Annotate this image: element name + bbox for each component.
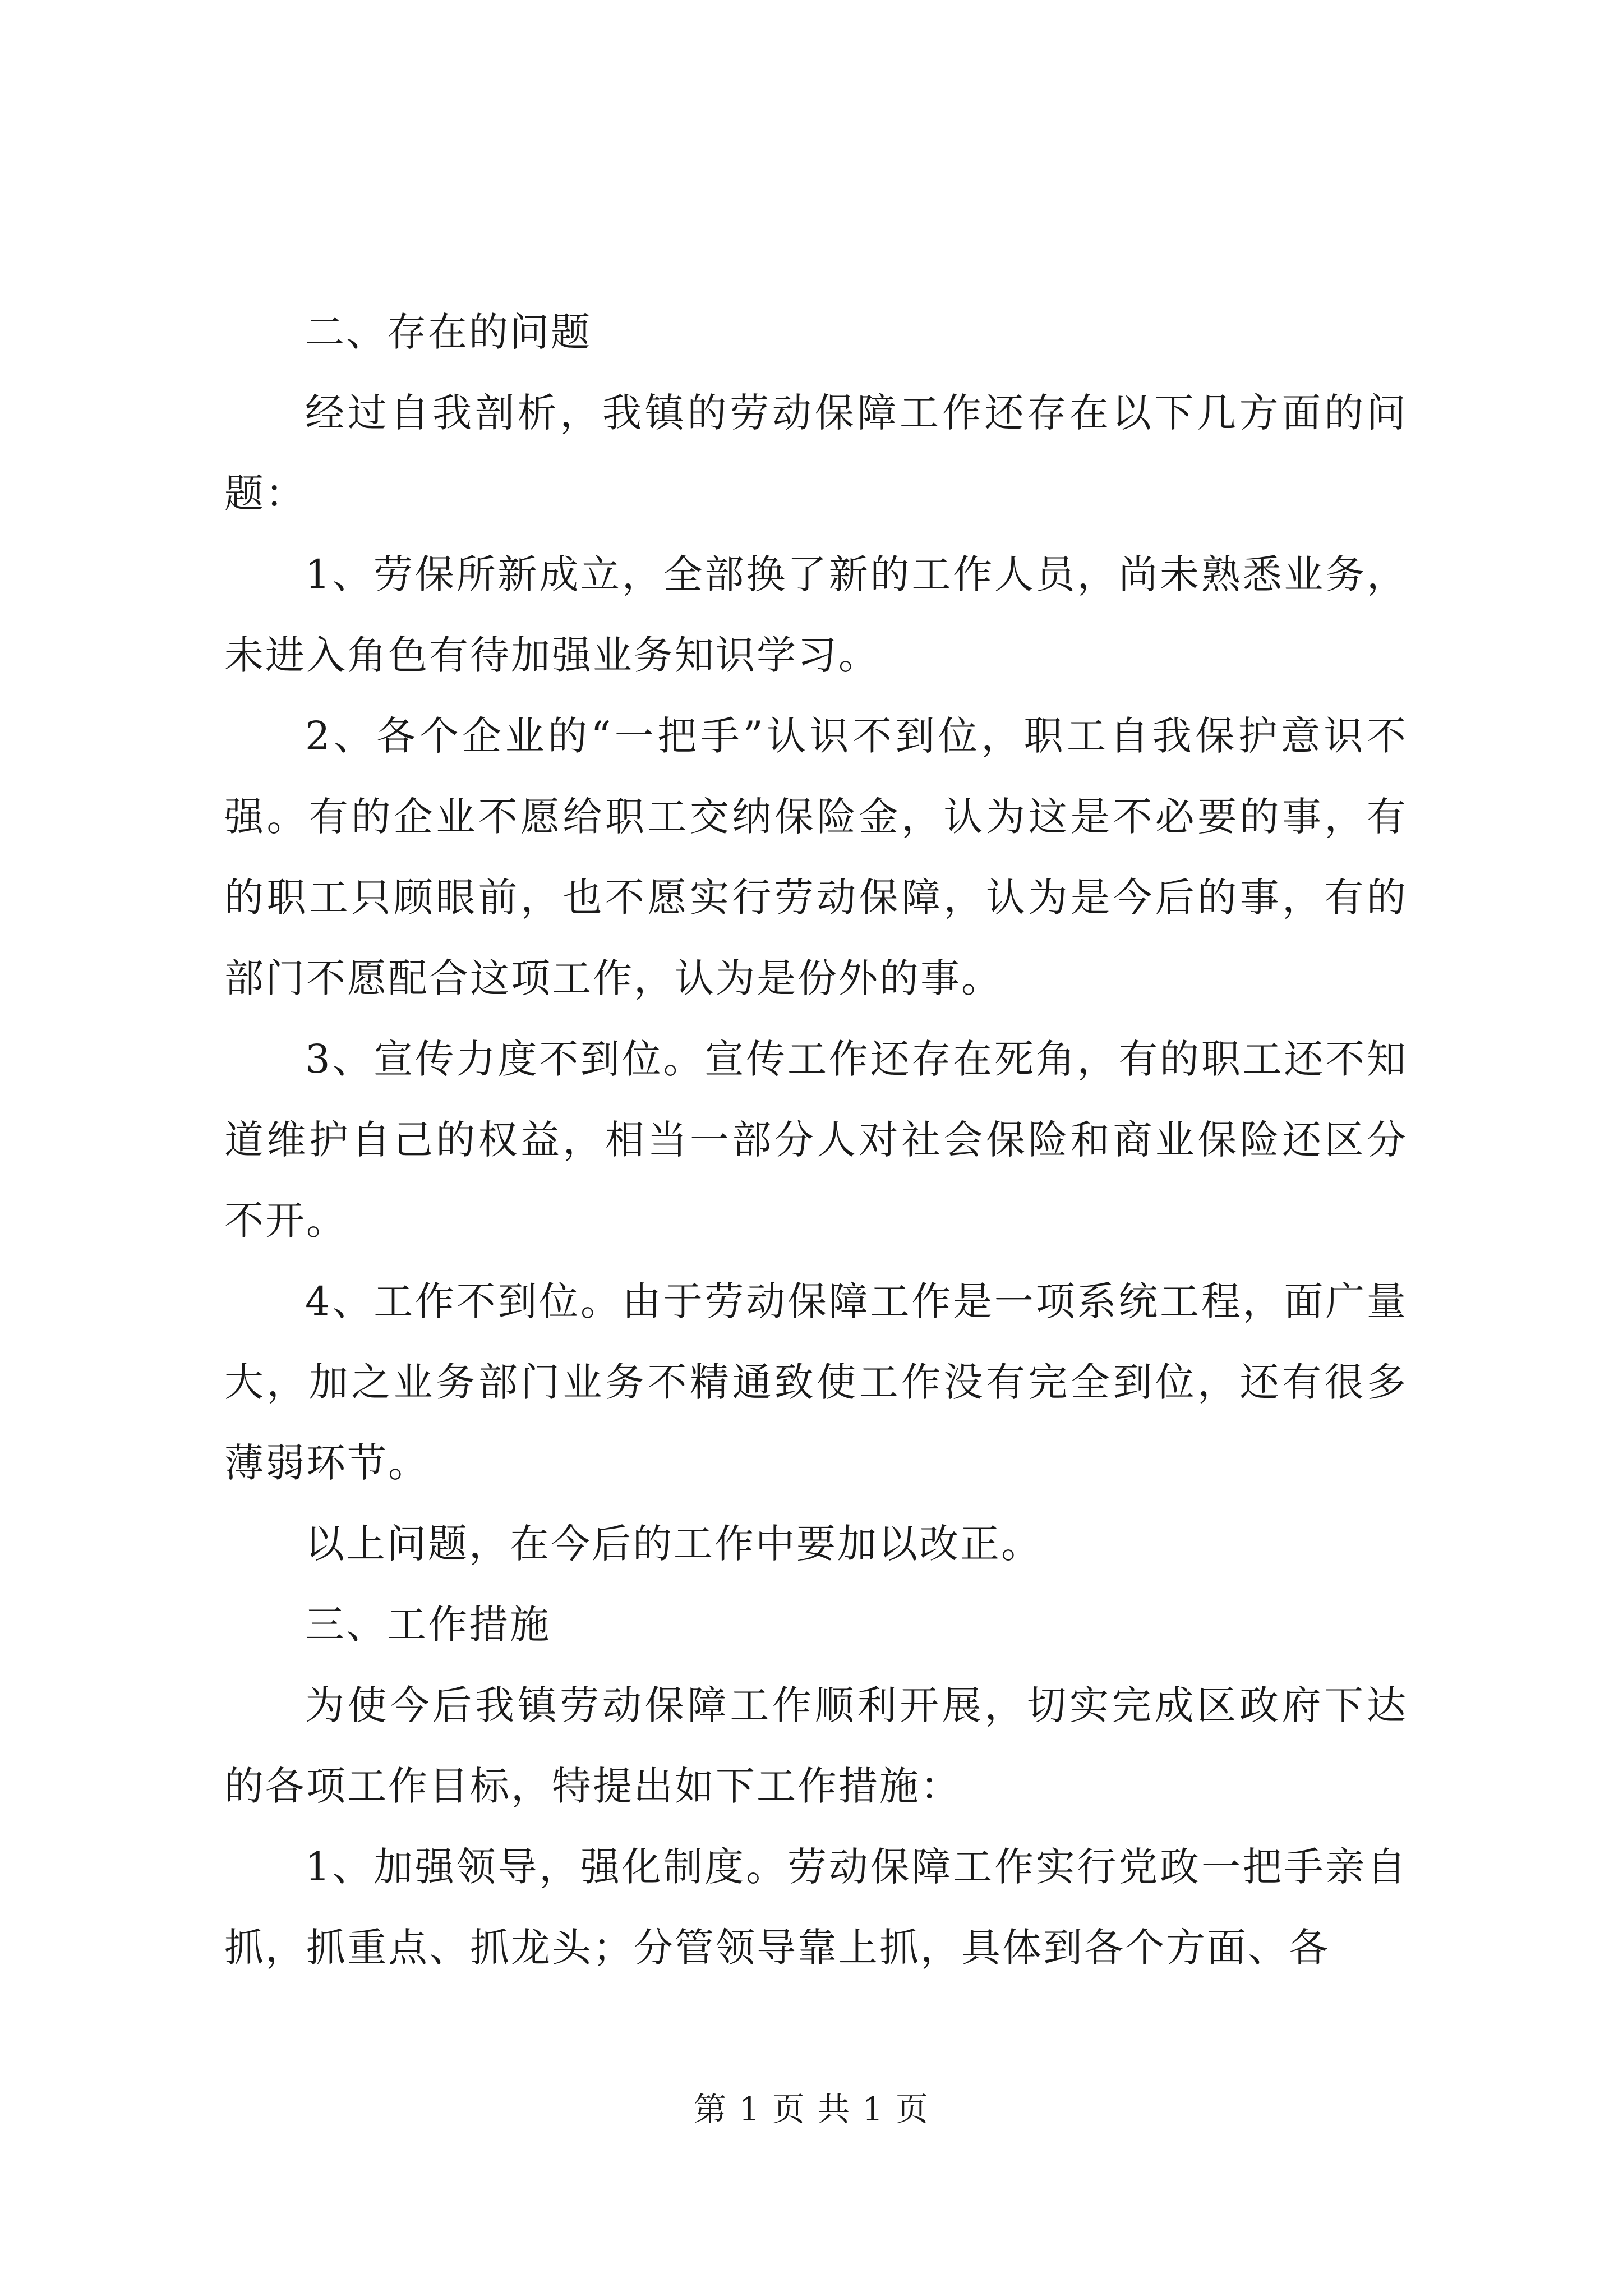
document-body: [224, 292, 1408, 1988]
paragraph-problem-2: 2、各个企业的“一把手”认识不到位，职工自我保护意识不强。有的企业不愿给职工交纳保险金，认为这是不必要的事，有的职工只顾眼前，也不愿实行劳动保障，认为是今后的事，有的部门不愿配合这项工作，认为是份外的事。: [224, 713, 1408, 1001]
paragraph-problem-4: 4、工作不到位。由于劳动保障工作是一项系统工程，面广量大，加之业务部门业务不精通致使工作没有完全到位，还有很多薄弱环节。: [224, 1278, 1408, 1486]
paragraph-problem-1: 1、劳保所新成立，全部换了新的工作人员，尚未熟悉业务，未进入角色有待加强业务知识学习。: [224, 551, 1408, 678]
paragraph-problems-conclusion: 以上问题，在今后的工作中要加以改正。: [305, 1521, 1042, 1567]
paragraph-intro-measures: 为使今后我镇劳动保障工作顺利开展，切实完成区政府下达的各项工作目标，特提出如下工作措施：: [224, 1682, 1408, 1809]
paragraph-intro-problems: 经过自我剖析，我镇的劳动保障工作还存在以下几方面的问题：: [224, 390, 1408, 517]
paragraph-problem-3: 3、宣传力度不到位。宣传工作还存在死角，有的职工还不知道维护自己的权益，相当一部分人对社会保险和商业保险还区分不开。: [224, 1036, 1408, 1244]
page-footer: 第 1 页 共 1 页: [694, 2090, 929, 2128]
section-heading-measures: 三、工作措施: [305, 1602, 551, 1648]
paragraph-measure-1: 1、加强领导，强化制度。劳动保障工作实行党政一把手亲自抓，抓重点、抓龙头；分管领导靠上抓，具体到各个方面、各: [224, 1844, 1408, 1971]
section-heading-problems: 二、存在的问题: [305, 309, 592, 355]
